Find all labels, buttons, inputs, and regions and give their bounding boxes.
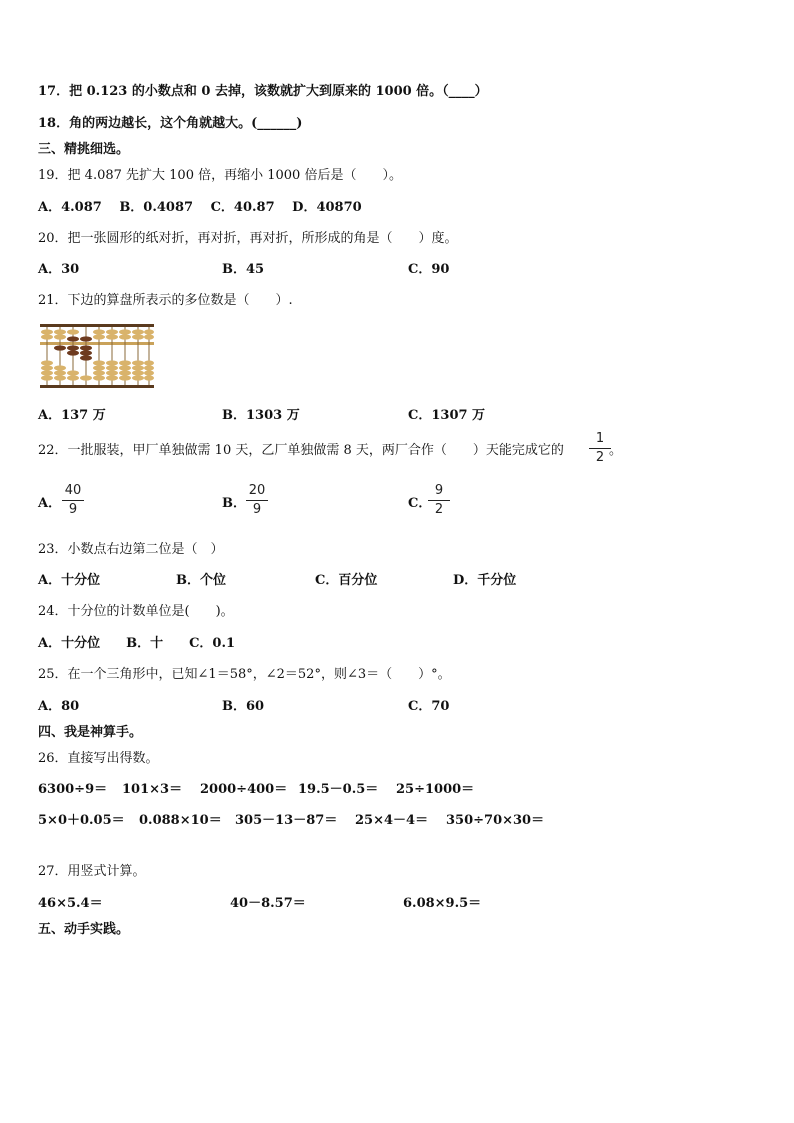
question-20-option-a: A．30 xyxy=(38,262,80,277)
fraction-denominator: 2 xyxy=(595,450,605,465)
question-22-option-b-label: B． xyxy=(222,496,246,511)
question-20-option-c: C．90 xyxy=(408,262,450,277)
fraction-numerator: 9 xyxy=(434,483,444,498)
question-18: 18．角的两边越长，这个角就越大。(______) xyxy=(38,116,303,131)
question-24: 24．十分位的计数单位是( )。 xyxy=(38,604,234,619)
question-19: 19．把 4.087 先扩大 100 倍，再缩小 1000 倍后是（ ）。 xyxy=(38,168,402,183)
question-22-fraction xyxy=(589,432,611,465)
fraction-numerator: 40 xyxy=(64,483,82,498)
question-21: 21．下边的算盘所表示的多位数是（ ）. xyxy=(38,293,293,308)
fraction-numerator: 20 xyxy=(248,483,266,498)
calc-item: 0.088×10＝ xyxy=(139,813,222,828)
fraction-numerator: 1 xyxy=(595,431,605,446)
question-22-option-b-fraction xyxy=(246,484,268,517)
question-21-option-c: C．1307 万 xyxy=(408,408,486,423)
question-25-option-a: A．80 xyxy=(38,699,80,714)
calc-item: 305－13－87＝ xyxy=(235,813,338,828)
section-4-title: 四、我是神算手。 xyxy=(38,725,143,740)
question-23-option-a: A．十分位 xyxy=(38,573,101,588)
section-5-title: 五、动手实践。 xyxy=(38,922,130,937)
question-23-option-d: D．千分位 xyxy=(453,573,517,588)
question-25-option-c: C．70 xyxy=(408,699,450,714)
question-23-option-c: C．百分位 xyxy=(315,573,378,588)
vertical-calc-item: 6.08×9.5＝ xyxy=(403,896,482,911)
abacus-top-frame xyxy=(40,324,154,327)
calc-item: 5×0＋0.05＝ xyxy=(38,813,125,828)
question-20-option-b: B．45 xyxy=(222,262,265,277)
question-19-options: A．4.087 B．0.4087 C．40.87 D．40870 xyxy=(38,200,362,215)
calc-item: 2000÷400＝ xyxy=(200,782,288,797)
fraction-bar xyxy=(428,500,450,501)
question-27: 27．用竖式计算。 xyxy=(38,864,146,879)
question-26: 26．直接写出得数。 xyxy=(38,751,159,766)
calc-item: 6300÷9＝ xyxy=(38,782,108,797)
question-22-option-a-fraction xyxy=(62,484,84,517)
calc-item: 350÷70×30＝ xyxy=(446,813,545,828)
question-21-option-b: B．1303 万 xyxy=(222,408,300,423)
question-23-option-b: B．个位 xyxy=(176,573,226,588)
calc-item: 101×3＝ xyxy=(122,782,183,797)
question-22-option-a-label: A． xyxy=(38,496,62,511)
vertical-calc-item: 40－8.57＝ xyxy=(230,896,306,911)
vertical-calc-item: 46×5.4＝ xyxy=(38,896,103,911)
calc-item: 25÷1000＝ xyxy=(396,782,475,797)
question-22-end: 。 xyxy=(609,443,623,458)
fraction-denominator: 9 xyxy=(252,502,262,517)
question-22: 22．一批服装，甲厂单独做需 10 天，乙厂单独做需 8 天，两厂合作（ ）天能完成它的 xyxy=(38,443,564,458)
question-22-option-c-fraction xyxy=(428,484,450,517)
question-24-options: A．十分位 B．十 C．0.1 xyxy=(38,636,236,651)
question-21-option-a: A．137 万 xyxy=(38,408,106,423)
abacus-image xyxy=(40,323,154,389)
question-17: 17．把 0.123 的小数点和 0 去掉，该数就扩大到原来的 1000 倍。（____） xyxy=(38,84,488,99)
question-25: 25．在一个三角形中，已知∠1＝58°，∠2＝52°，则∠3＝（ ）°。 xyxy=(38,667,451,682)
fraction-denominator: 9 xyxy=(68,502,78,517)
fraction-denominator: 2 xyxy=(434,502,444,517)
calc-item: 25×4－4＝ xyxy=(355,813,429,828)
question-23: 23．小数点右边第二位是（ ） xyxy=(38,542,224,557)
abacus-bottom-frame xyxy=(40,385,154,388)
calc-item: 19.5－0.5＝ xyxy=(298,782,379,797)
abacus-beam xyxy=(40,342,154,345)
fraction-bar xyxy=(62,500,84,501)
question-22-option-c-label: C． xyxy=(408,496,432,511)
section-3-title: 三、精挑细选。 xyxy=(38,142,130,157)
fraction-bar xyxy=(589,448,611,449)
question-20: 20．把一张圆形的纸对折，再对折，再对折，所形成的角是（ ）度。 xyxy=(38,231,458,246)
fraction-bar xyxy=(246,500,268,501)
question-25-option-b: B．60 xyxy=(222,699,265,714)
